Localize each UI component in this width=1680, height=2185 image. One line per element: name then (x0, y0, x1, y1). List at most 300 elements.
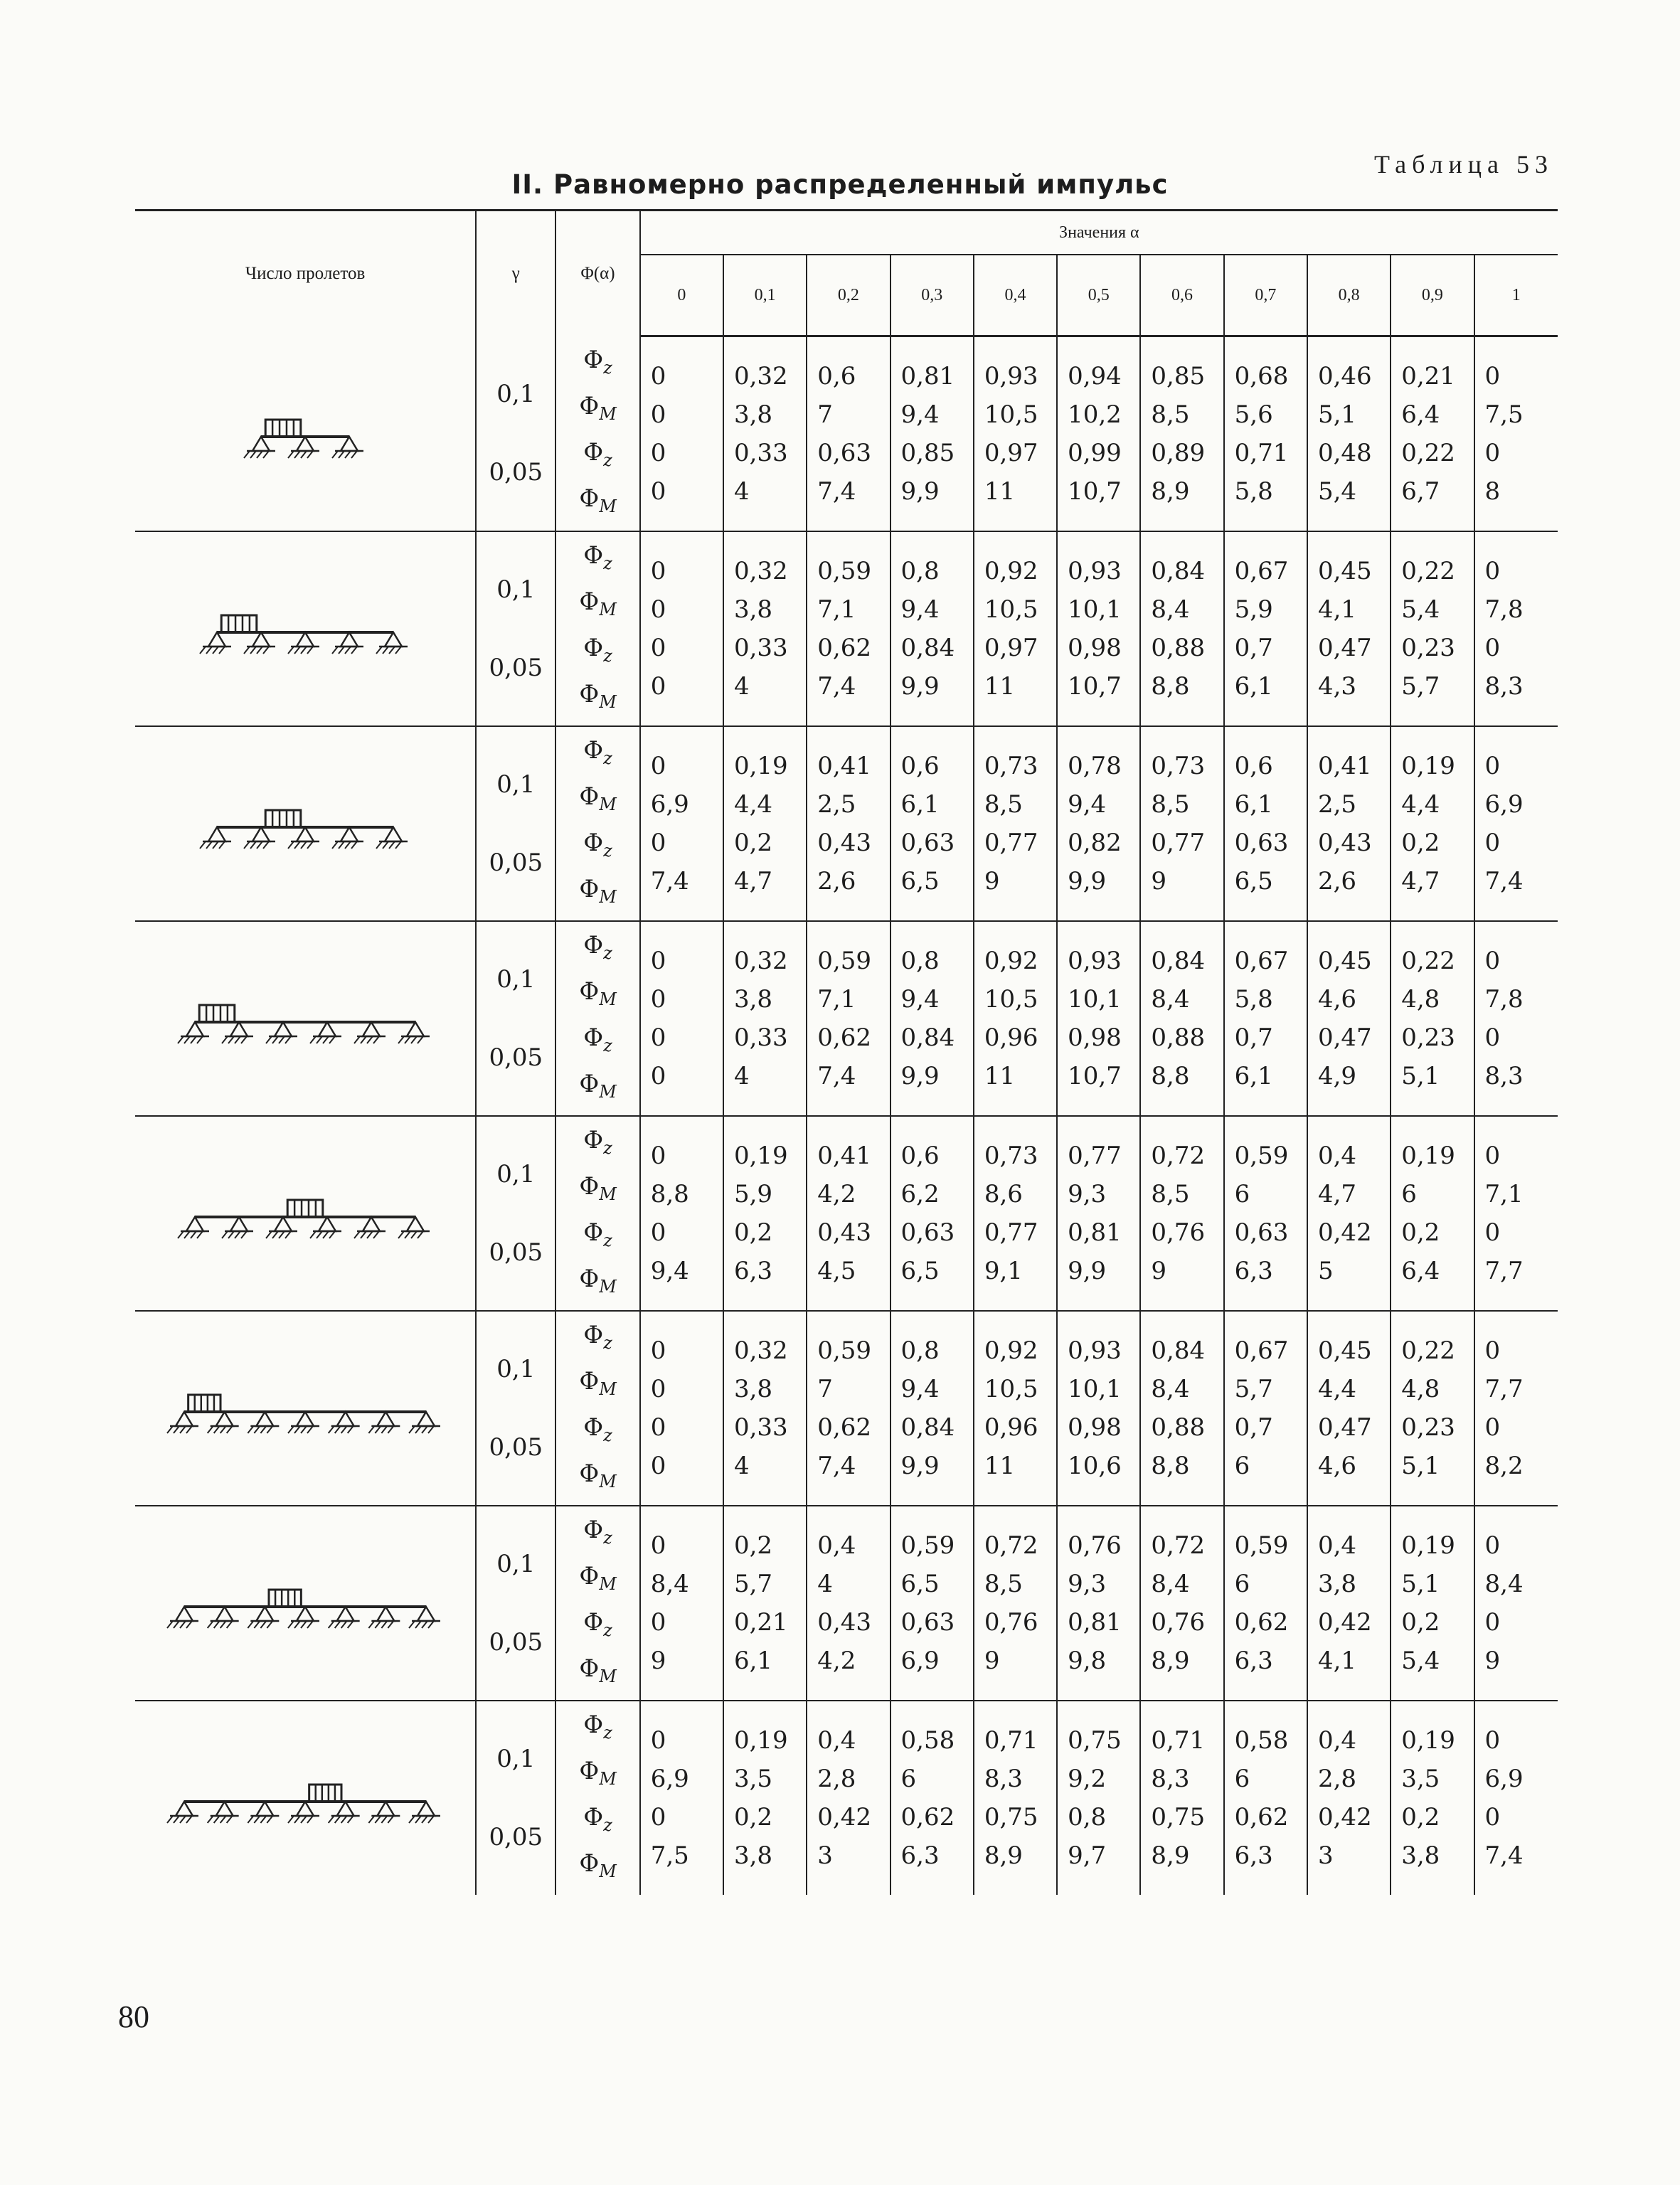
value-cell (890, 1116, 974, 1311)
beam-support (377, 1607, 394, 1621)
beam-support (418, 1802, 435, 1816)
value-cell (1140, 726, 1223, 921)
table-value: 8,5 (984, 1570, 1023, 1598)
table-value: 0,84 (1151, 557, 1206, 585)
table-value: 0,93 (984, 362, 1038, 390)
table-value: 0,81 (1068, 1218, 1122, 1247)
beam-support (297, 632, 314, 647)
table-value: 10,5 (984, 595, 1038, 624)
beam-support (176, 1607, 193, 1621)
value-cell (1307, 1701, 1391, 1895)
table-value: 0,2 (733, 829, 773, 857)
table-value: 0,8 (900, 947, 940, 975)
table-value: 7,8 (1484, 985, 1524, 1014)
gamma-cell (476, 1506, 555, 1701)
phi-label: $\Phi_M$ (579, 1562, 617, 1594)
value-cell (974, 1701, 1057, 1895)
table-value: 6,2 (900, 1180, 940, 1208)
table-value: 0 (1484, 1531, 1501, 1560)
phi-label: $\Phi_M$ (579, 484, 617, 517)
value-cell (1057, 921, 1140, 1116)
gamma-cell (476, 1311, 555, 1506)
value-cell (1307, 921, 1391, 1116)
table-value: 9,7 (1068, 1841, 1107, 1870)
value-cell (1140, 1311, 1223, 1506)
table-value: 0,71 (984, 1726, 1038, 1755)
table-value: 0,21 (733, 1608, 788, 1637)
beam-support (186, 1022, 203, 1036)
table-value: 0,73 (984, 752, 1038, 780)
table-value: 4,1 (1317, 595, 1357, 624)
table-value: 9,4 (650, 1257, 689, 1285)
gamma-cell (476, 336, 555, 532)
table-value: 9 (984, 1647, 1000, 1675)
table-value: 0,71 (1151, 1726, 1206, 1755)
table-value: 9,9 (900, 672, 940, 701)
table-value: 0,33 (733, 439, 788, 467)
table-value: 0,93 (1068, 557, 1122, 585)
table-value: 10,1 (1068, 595, 1122, 624)
table-value: 6 (1234, 1570, 1250, 1598)
value-cell (974, 531, 1057, 726)
value-cell (890, 336, 974, 532)
table-value: 0,75 (1151, 1803, 1206, 1832)
table-value: 8,8 (650, 1180, 689, 1208)
table-value: 0,19 (733, 1726, 788, 1755)
gamma-cell (476, 531, 555, 726)
header-gamma: γ (476, 211, 555, 336)
table-value: 7,7 (1484, 1257, 1524, 1285)
table-value: 5,8 (1234, 477, 1273, 506)
beam-support (297, 827, 314, 841)
table-value: 5,9 (733, 1180, 773, 1208)
header-alpha-9: 0,9 (1391, 255, 1474, 336)
table-value: 6 (1234, 1180, 1250, 1208)
value-cell (1391, 726, 1474, 921)
phi-label: $\Phi_M$ (579, 588, 617, 620)
table-value: 0,19 (1401, 752, 1455, 780)
table-value: 7,4 (817, 1062, 856, 1090)
beam-support (341, 632, 358, 647)
value-cell (640, 1701, 723, 1895)
table-value: 3,8 (1317, 1570, 1357, 1598)
value-cell (1057, 1506, 1140, 1701)
table-value: 4,7 (1317, 1180, 1357, 1208)
beam-diagram (135, 1116, 476, 1311)
phi-cell (555, 336, 639, 532)
gamma-cell (476, 726, 555, 921)
value-cell (1140, 531, 1223, 726)
beam-support (297, 1802, 314, 1816)
table-value: 0,81 (900, 362, 955, 390)
table-value: 8,5 (984, 790, 1023, 819)
value-cell (890, 921, 974, 1116)
table-value: 0 (650, 1608, 666, 1637)
gamma-value: 0,1 (496, 1355, 536, 1383)
table-value: 3,8 (733, 1841, 773, 1870)
table-value: 0,4 (1317, 1531, 1357, 1560)
value-cell (807, 1116, 890, 1311)
table-value: 0,2 (1401, 829, 1440, 857)
table-value: 0 (650, 829, 666, 857)
table-value: 0,94 (1068, 362, 1122, 390)
value-cell (640, 531, 723, 726)
table-value: 6,5 (900, 867, 940, 895)
beam-support (176, 1802, 193, 1816)
table-value: 0,2 (1401, 1803, 1440, 1832)
table-value: 0,93 (1068, 1336, 1122, 1365)
value-cell (1224, 531, 1307, 726)
beam-support (363, 1022, 380, 1036)
table-value: 7,4 (817, 672, 856, 701)
table-value: 0 (650, 1062, 666, 1090)
table-value: 5,9 (1234, 595, 1273, 624)
value-cell (974, 1311, 1057, 1506)
table-value: 8,9 (1151, 477, 1190, 506)
table-value: 10,2 (1068, 400, 1122, 429)
table-value: 4 (817, 1570, 833, 1598)
table-title: II. Равномерно распределенный импульс (511, 169, 1169, 200)
table-value: 0,85 (1151, 362, 1206, 390)
table-value: 0,45 (1317, 557, 1372, 585)
beam-support (407, 1022, 424, 1036)
table-value: 5,7 (1234, 1375, 1273, 1403)
table-value: 7,5 (1484, 400, 1524, 429)
table-value: 0,92 (984, 557, 1038, 585)
table-value: 0 (650, 595, 666, 624)
table-value: 0,19 (733, 752, 788, 780)
phi-label: $\Phi_z$ (583, 1711, 612, 1743)
value-cell (640, 336, 723, 532)
table-value: 0,19 (733, 1142, 788, 1170)
table-value: 10,7 (1068, 477, 1122, 506)
table-value: 0 (650, 362, 666, 390)
table-value: 0,22 (1401, 1336, 1455, 1365)
table-value: 8,3 (1484, 672, 1524, 701)
table-value: 0,19 (1401, 1142, 1455, 1170)
table-value: 0,42 (1317, 1608, 1372, 1637)
table-value: 6 (1234, 1765, 1250, 1793)
table-value: 7,4 (1484, 867, 1524, 895)
value-cell (1140, 336, 1223, 532)
table-value: 6 (1401, 1180, 1417, 1208)
value-cell (974, 921, 1057, 1116)
table-value: 0,98 (1068, 1024, 1122, 1052)
beam-support (337, 1607, 354, 1621)
table-value: 0,96 (984, 1024, 1038, 1052)
table-value: 4 (733, 1062, 750, 1090)
table-value: 0 (1484, 1024, 1501, 1052)
beam-support (216, 1412, 233, 1426)
phi-label: $\Phi_z$ (583, 438, 612, 471)
table-value: 0 (650, 1531, 666, 1560)
beam-support (252, 827, 270, 841)
value-cell (807, 921, 890, 1116)
table-value: 0,59 (1234, 1531, 1289, 1560)
table-value: 9,9 (1068, 1257, 1107, 1285)
table-value: 7,4 (817, 477, 856, 506)
table-value: 0,4 (817, 1531, 856, 1560)
value-cell (1307, 1116, 1391, 1311)
table-value: 0,45 (1317, 947, 1372, 975)
table-value: 0,43 (817, 829, 871, 857)
table-value: 0 (1484, 1803, 1501, 1832)
table-value: 0 (1484, 634, 1501, 662)
table-value: 10,1 (1068, 1375, 1122, 1403)
gamma-value: 0,1 (496, 575, 536, 604)
impulse-load (265, 420, 301, 437)
table-value: 6,3 (733, 1257, 773, 1285)
beam-support (385, 632, 402, 647)
phi-label: $\Phi_M$ (579, 680, 617, 712)
phi-label: $\Phi_z$ (583, 1024, 612, 1056)
value-cell (640, 1311, 723, 1506)
table-value: 5,1 (1401, 1570, 1440, 1598)
gamma-cell (476, 1701, 555, 1895)
header-alpha-7: 0,7 (1224, 255, 1307, 336)
table-value: 0,48 (1317, 439, 1372, 467)
value-cell (1391, 336, 1474, 532)
table-value: 10,5 (984, 400, 1038, 429)
table-value: 6 (900, 1765, 917, 1793)
table-value: 4 (733, 672, 750, 701)
table-value: 0,47 (1317, 1024, 1372, 1052)
phi-label: $\Phi_z$ (583, 931, 612, 963)
table-value: 0,84 (900, 1024, 955, 1052)
table-value: 8,5 (1151, 1180, 1190, 1208)
table-value: 6,3 (1234, 1257, 1273, 1285)
gamma-value: 0,1 (496, 1160, 536, 1189)
value-cell (1307, 336, 1391, 532)
header-alpha-3: 0,3 (890, 255, 974, 336)
table-value: 5,1 (1401, 1062, 1440, 1090)
table-value: 0,22 (1401, 439, 1455, 467)
table-value: 0,77 (1151, 829, 1206, 857)
value-cell (723, 1506, 807, 1701)
table-value: 0,92 (984, 947, 1038, 975)
phi-label: $\Phi_M$ (579, 1757, 617, 1789)
phi-label: $\Phi_M$ (579, 1460, 617, 1492)
beam-support (216, 1802, 233, 1816)
beam-support (230, 1217, 248, 1231)
table-value: 9 (1484, 1647, 1501, 1675)
header-alpha-5: 0,5 (1057, 255, 1140, 336)
gamma-value: 0,05 (489, 458, 543, 487)
table-value: 0,62 (1234, 1803, 1289, 1832)
value-cell (1474, 921, 1558, 1116)
table-value: 4,6 (1317, 1452, 1357, 1480)
table-value: 6,9 (1484, 1765, 1524, 1793)
value-cell (807, 726, 890, 921)
impulse-load (269, 1590, 301, 1607)
table-value: 8,3 (984, 1765, 1023, 1793)
table-value: 0,77 (1068, 1142, 1122, 1170)
table-value: 0,33 (733, 634, 788, 662)
table-value: 0,58 (1234, 1726, 1289, 1755)
table-value: 0,62 (817, 1024, 871, 1052)
beam-support (252, 437, 270, 451)
table-value: 8,4 (1151, 1570, 1190, 1598)
value-cell (1307, 531, 1391, 726)
value-cell (1391, 531, 1474, 726)
table-value: 0 (1484, 1336, 1501, 1365)
phi-label: $\Phi_z$ (583, 1516, 612, 1548)
table-value: 4,8 (1401, 985, 1440, 1014)
table-value: 8,6 (984, 1180, 1023, 1208)
value-cell (1224, 726, 1307, 921)
table-value: 5,4 (1401, 595, 1440, 624)
beam-support (418, 1412, 435, 1426)
value-cell (890, 531, 974, 726)
table-value: 0 (1484, 752, 1501, 780)
table-value: 0,98 (1068, 634, 1122, 662)
table-value: 0,8 (1068, 1803, 1107, 1832)
beam-support (407, 1217, 424, 1231)
table-value: 7,4 (1484, 1841, 1524, 1870)
value-cell (890, 726, 974, 921)
table-value: 4 (733, 477, 750, 506)
table-value: 7 (817, 1375, 833, 1403)
table-value: 0,75 (984, 1803, 1038, 1832)
table-value: 0 (650, 947, 666, 975)
table-value: 9 (650, 1647, 666, 1675)
beam-support (319, 1022, 336, 1036)
table-value: 3,8 (733, 1375, 773, 1403)
table-value: 0,2 (733, 1531, 773, 1560)
table-value: 8,9 (984, 1841, 1023, 1870)
header-alpha-6: 0,6 (1140, 255, 1223, 336)
table-value: 0,8 (900, 1336, 940, 1365)
phi-cell (555, 1506, 639, 1701)
phi-label: $\Phi_M$ (579, 977, 617, 1009)
beam-support (186, 1217, 203, 1231)
table-value: 5,4 (1401, 1647, 1440, 1675)
table-value: 0 (650, 557, 666, 585)
value-cell (1057, 1311, 1140, 1506)
table-row (135, 531, 1558, 726)
value-cell (1057, 726, 1140, 921)
beam-diagram (135, 531, 476, 726)
table-value: 0,19 (1401, 1726, 1455, 1755)
value-cell (723, 336, 807, 532)
table-value: 10,7 (1068, 672, 1122, 701)
table-value: 4 (733, 1452, 750, 1480)
table-value: 7,1 (817, 595, 856, 624)
table-value: 0,59 (817, 557, 871, 585)
table-value: 0,77 (984, 829, 1038, 857)
table-value: 8,8 (1151, 672, 1190, 701)
table-value: 0,88 (1151, 1413, 1206, 1442)
table-row (135, 921, 1558, 1116)
value-cell (1474, 1506, 1558, 1701)
table-value: 0,76 (984, 1608, 1038, 1637)
impulse-load (265, 810, 301, 827)
table-value: 8,4 (650, 1570, 689, 1598)
table-value: 0,59 (817, 947, 871, 975)
gamma-value: 0,1 (496, 1745, 536, 1773)
table-value: 0,63 (817, 439, 871, 467)
table-value: 9,1 (984, 1257, 1023, 1285)
table-value: 0,7 (1234, 634, 1273, 662)
table-value: 5,4 (1317, 477, 1357, 506)
value-cell (1474, 531, 1558, 726)
table-value: 9,2 (1068, 1765, 1107, 1793)
phi-cell (555, 726, 639, 921)
beam-diagram (135, 1701, 476, 1895)
table-value: 6,9 (1484, 790, 1524, 819)
phi-label: $\Phi_z$ (583, 736, 612, 768)
table-value: 0,41 (1317, 752, 1372, 780)
value-cell (1224, 1116, 1307, 1311)
table-value: 0,46 (1317, 362, 1372, 390)
table-value: 6,4 (1401, 400, 1440, 429)
table-value: 0,7 (1234, 1024, 1273, 1052)
table-value: 0,59 (900, 1531, 955, 1560)
table-value: 0,71 (1234, 439, 1289, 467)
table-value: 0,63 (900, 829, 955, 857)
value-cell (1057, 531, 1140, 726)
table-value: 6,5 (1234, 867, 1273, 895)
phi-label: $\Phi_z$ (583, 1608, 612, 1640)
table-value: 0,63 (900, 1218, 955, 1247)
table-value: 5,8 (1234, 985, 1273, 1014)
value-cell (1140, 1116, 1223, 1311)
table-value: 0,62 (900, 1803, 955, 1832)
table-value: 7,4 (817, 1452, 856, 1480)
table-value: 9,4 (900, 1375, 940, 1403)
gamma-value: 0,05 (489, 1433, 543, 1462)
table-value: 0,22 (1401, 557, 1455, 585)
value-cell (1224, 1311, 1307, 1506)
table-value: 8,2 (1484, 1452, 1524, 1480)
table-value: 10,6 (1068, 1452, 1122, 1480)
table-value: 0,81 (1068, 1608, 1122, 1637)
value-cell (723, 531, 807, 726)
gamma-value: 0,1 (496, 1550, 536, 1578)
table-value: 6,1 (1234, 672, 1273, 701)
beam-support (337, 1802, 354, 1816)
table-value: 7,1 (817, 985, 856, 1014)
header-alpha-4: 0,4 (974, 255, 1057, 336)
table-row (135, 336, 1558, 532)
table-value: 5 (1317, 1257, 1334, 1285)
value-cell (1391, 921, 1474, 1116)
value-cell (1391, 1506, 1474, 1701)
value-cell (723, 921, 807, 1116)
beam-support (377, 1412, 394, 1426)
table-value: 0,67 (1234, 947, 1289, 975)
gamma-value: 0,05 (489, 654, 543, 682)
table-value: 0 (650, 672, 666, 701)
beam-diagram (135, 1506, 476, 1701)
table-value: 5,1 (1317, 400, 1357, 429)
phi-label: $\Phi_z$ (583, 829, 612, 861)
table-value: 6,5 (900, 1570, 940, 1598)
table-value: 0,21 (1401, 362, 1455, 390)
table-value: 4,8 (1401, 1375, 1440, 1403)
table-row (135, 1116, 1558, 1311)
value-cell (807, 1701, 890, 1895)
table-value: 0,19 (1401, 1531, 1455, 1560)
gamma-value: 0,1 (496, 380, 536, 409)
table-value: 0 (1484, 1218, 1501, 1247)
table-value: 0,72 (1151, 1142, 1206, 1170)
table-value: 0,41 (817, 752, 871, 780)
value-cell (1307, 726, 1391, 921)
phi-cell (555, 921, 639, 1116)
table-value: 0,92 (984, 1336, 1038, 1365)
table-value: 0,59 (1234, 1142, 1289, 1170)
